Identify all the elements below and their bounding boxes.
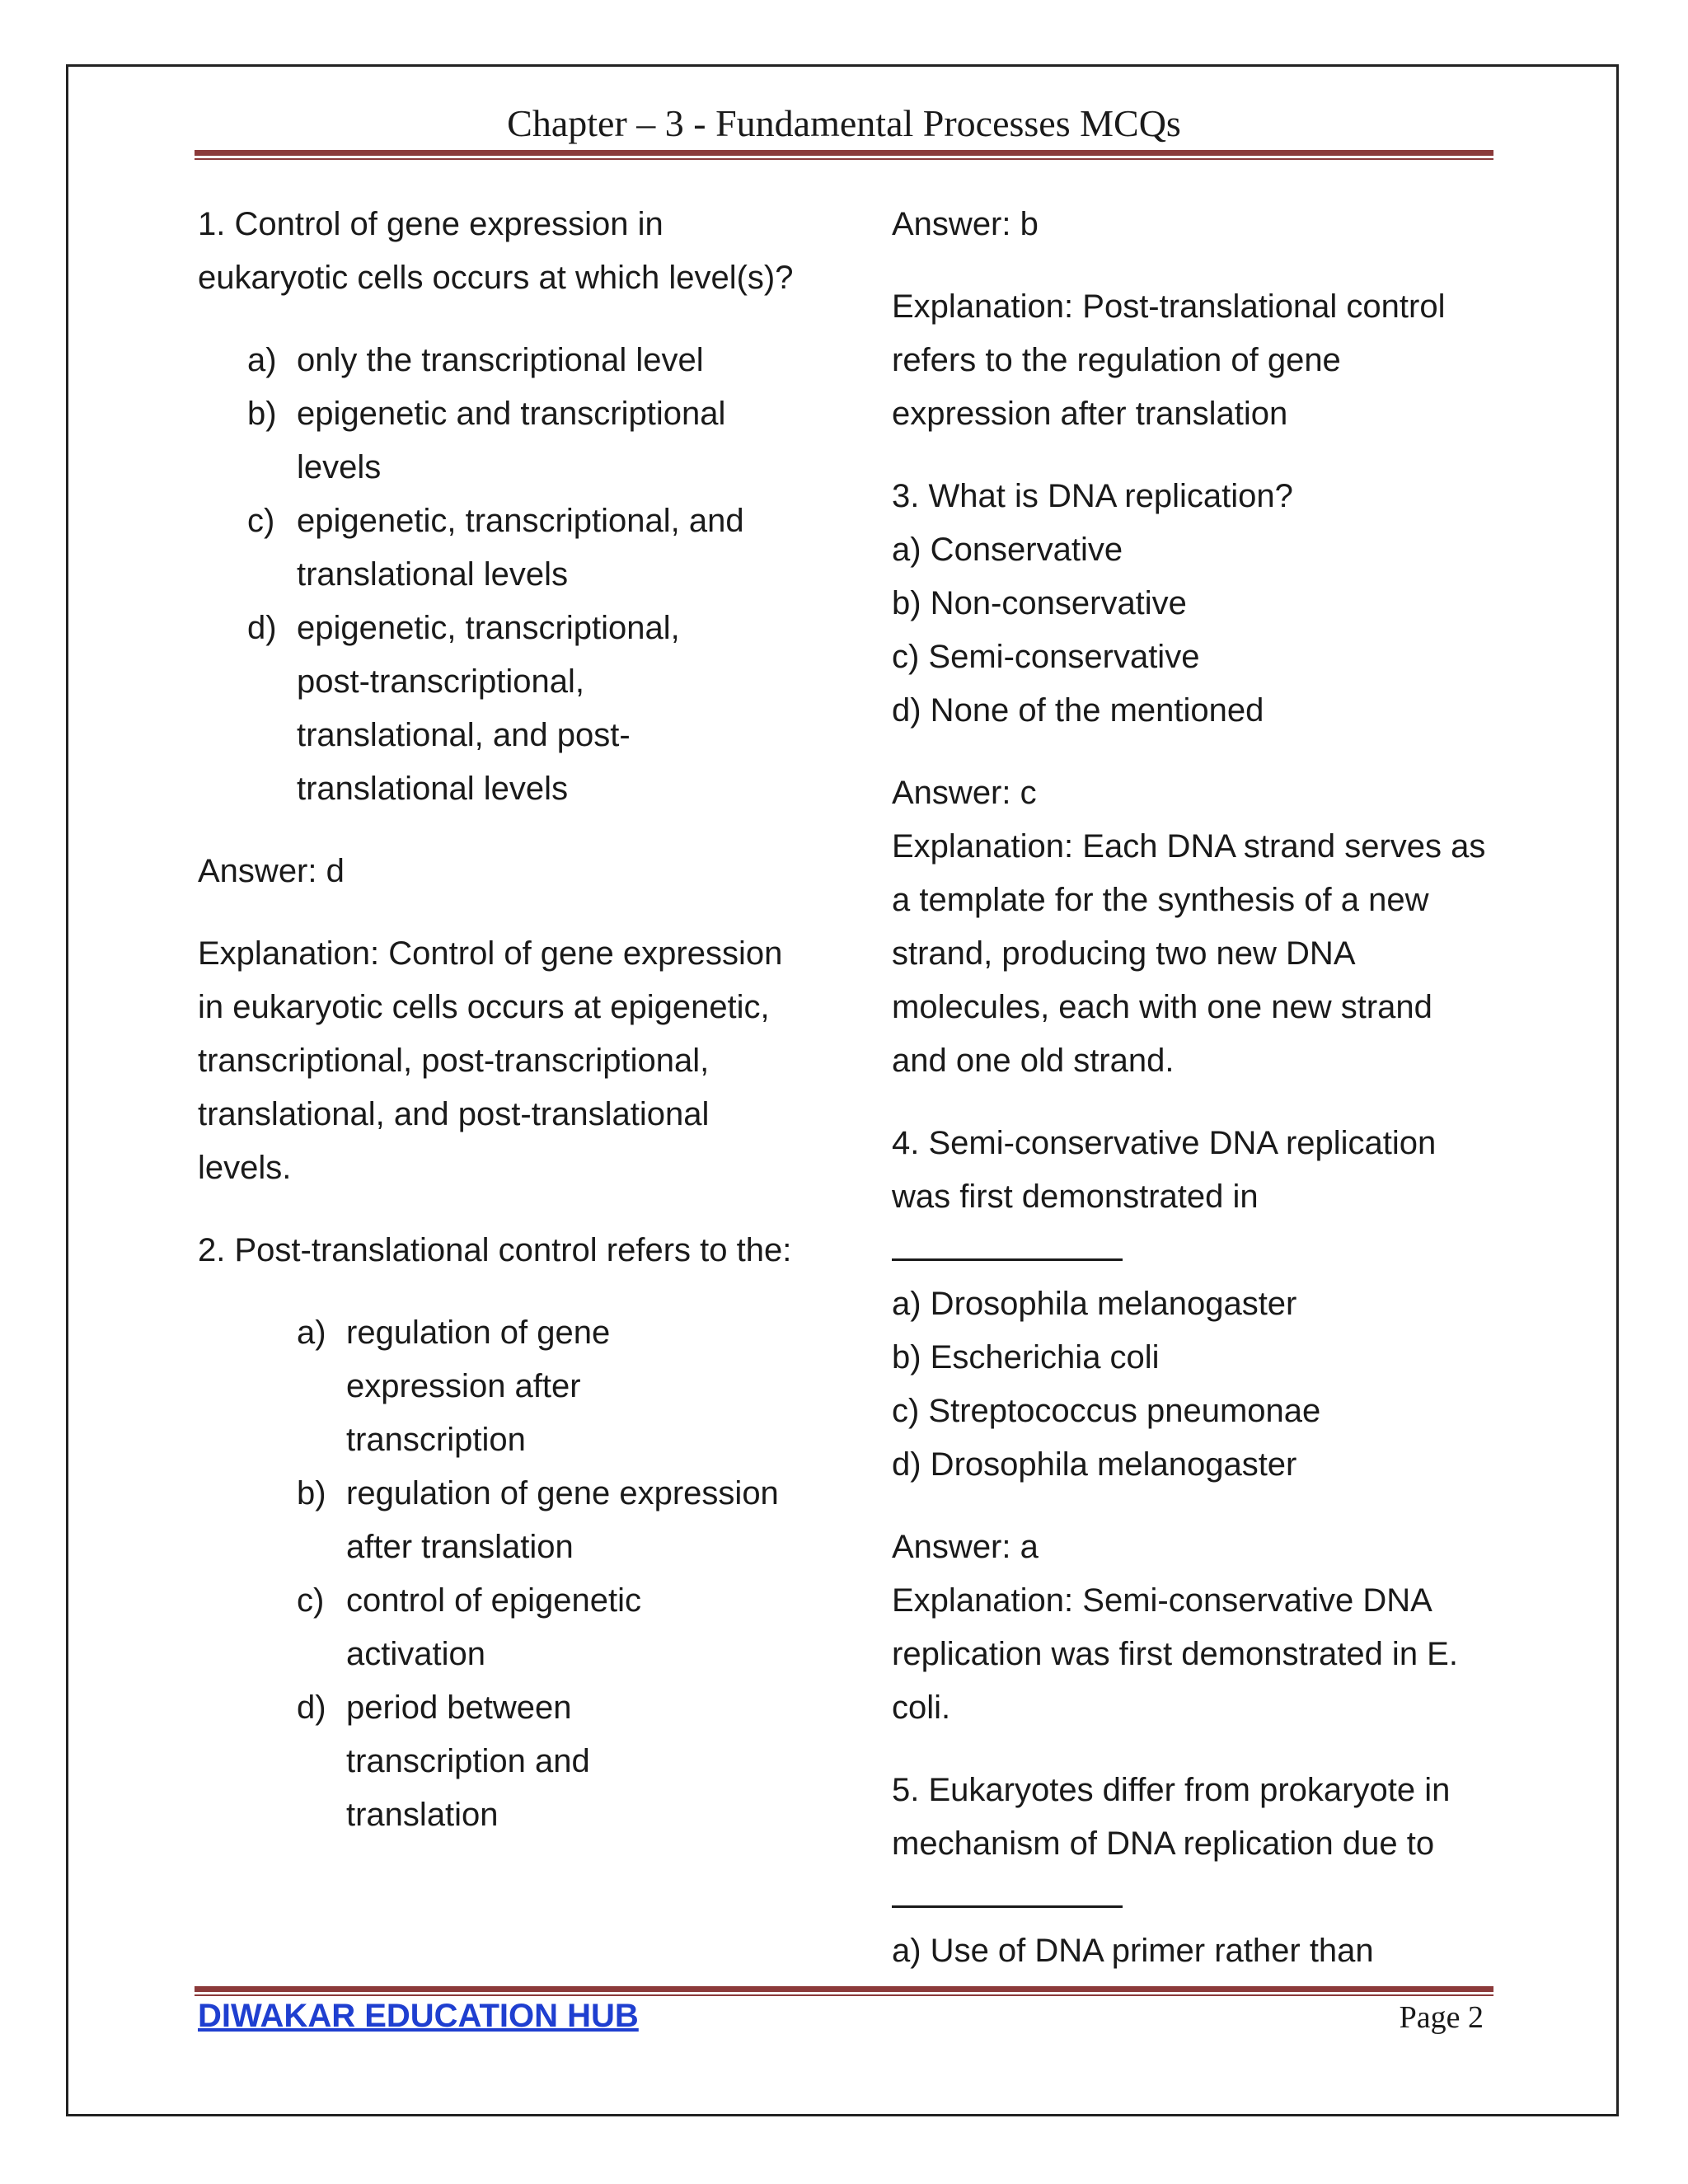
header-rule: [195, 150, 1493, 160]
right-column: [892, 198, 1493, 1978]
question-3-option-c: c) Semi-conservative: [892, 639, 1200, 675]
question-4-option-a: a) Drosophila melanogaster: [892, 1286, 1297, 1322]
question-2-option-b: b) regulation of gene expression after translation: [297, 1475, 779, 1565]
page-number: Page 2: [1399, 2000, 1484, 2035]
footer-brand-link[interactable]: DIWAKAR EDUCATION HUB: [198, 1998, 639, 2034]
question-4-answer: Answer: a: [892, 1529, 1039, 1565]
question-1-stem: 1. Control of gene expression in eukaryotic cells occurs at which level(s)?: [198, 206, 794, 296]
question-4-option-c: c) Streptococcus pneumonae: [892, 1393, 1321, 1429]
question-1-option-d: d) epigenetic, transcriptional, post-transcriptional, translational, and post-translational levels: [247, 610, 680, 807]
question-3-answer: Answer: c: [892, 775, 1037, 811]
question-4-explanation: Explanation: Semi-conservative DNA replication was first demonstrated in E. coli.: [892, 1582, 1458, 1726]
question-4-option-b: b) Escherichia coli: [892, 1339, 1160, 1376]
question-2-option-d: d) period between transcription and translation: [297, 1690, 590, 1833]
question-3-stem: 3. What is DNA replication?: [892, 478, 1293, 514]
question-4-blank: [892, 1224, 1493, 1277]
question-5-option-a: a) Use of DNA primer rather than: [892, 1933, 1374, 1969]
question-2-stem: 2. Post-translational control refers to the:: [198, 1232, 792, 1268]
question-3-explanation: Explanation: Each DNA strand serves as a template for the synthesis of a new strand, producing two new DNA molecules, each with one new strand and one old strand.: [892, 828, 1486, 1079]
question-1-option-b: b) epigenetic and transcriptional levels: [247, 396, 726, 485]
question-1-options: [198, 334, 808, 816]
question-2-answer: Answer: b: [892, 206, 1039, 242]
question-4-stem: 4. Semi-conservative DNA replication was first demonstrated in: [892, 1125, 1437, 1215]
page-header-title: Chapter – 3 - Fundamental Processes MCQs: [507, 102, 1181, 144]
question-2-option-a: a) regulation of gene expression after transcription: [297, 1315, 611, 1458]
question-3-option-d: d) None of the mentioned: [892, 692, 1264, 729]
question-2-options: [198, 1306, 808, 1842]
question-1-answer: Answer: d: [198, 853, 345, 889]
question-3-option-a: a) Conservative: [892, 532, 1123, 568]
question-5-stem: 5. Eukaryotes differ from prokaryote in mechanism of DNA replication due to: [892, 1764, 1493, 1924]
question-1-explanation: Explanation: Control of gene expression in eukaryotic cells occurs at epigenetic, transcriptional, post-transcriptional, translational, and post-translational levels.: [198, 935, 783, 1186]
left-column: [198, 198, 808, 1842]
question-4-option-d: d) Drosophila melanogaster: [892, 1446, 1297, 1483]
question-1-option-a: a) only the transcriptional level: [247, 342, 704, 378]
question-2-option-c: c) control of epigenetic activation: [297, 1582, 642, 1672]
question-3-option-b: b) Non-conservative: [892, 585, 1187, 621]
question-2-explanation: Explanation: Post-translational control refers to the regulation of gene expression after translation: [892, 288, 1446, 432]
question-1-option-c: c) epigenetic, transcriptional, and translational levels: [247, 503, 744, 593]
